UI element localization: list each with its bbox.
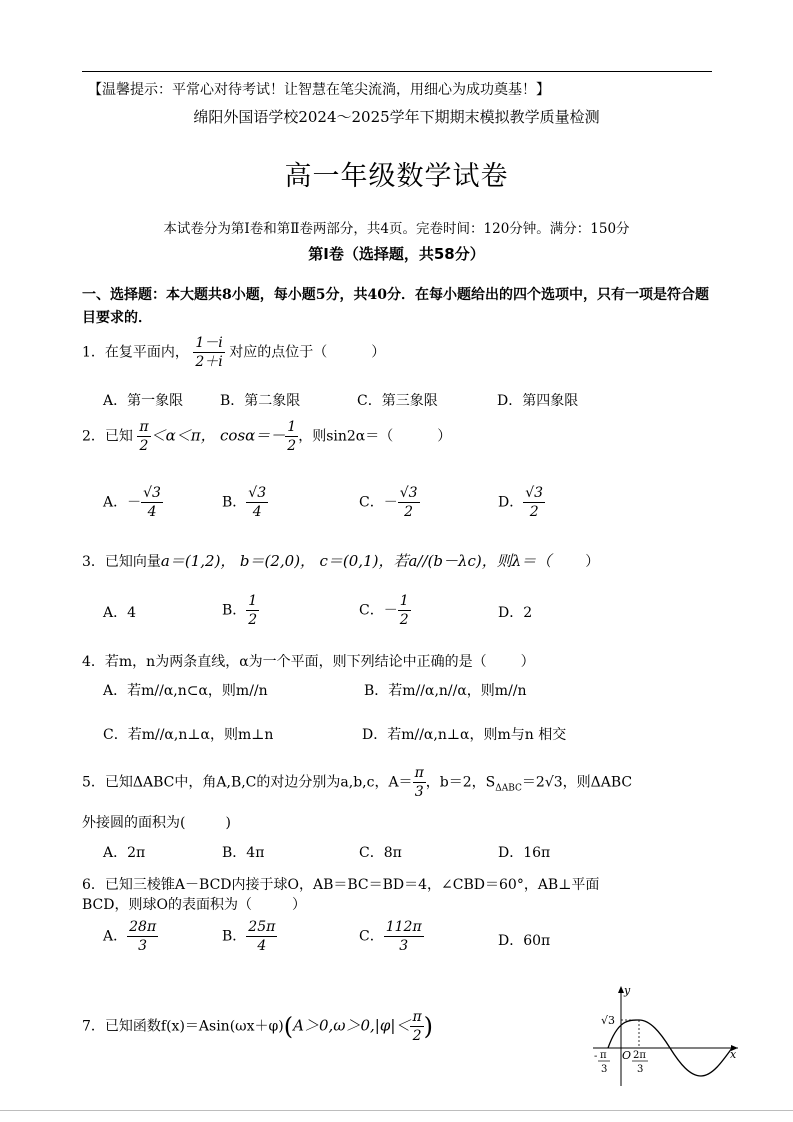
q3-b-num: 1	[248, 593, 258, 609]
q2-c-label: C．	[359, 494, 384, 511]
q6-close: ）	[291, 897, 306, 913]
q4-option-c: C．若m//α,n⊥α，则m⊥n	[103, 727, 274, 743]
q6-option-a	[103, 918, 158, 955]
q3-d-text: 2	[523, 605, 533, 621]
question-6: 6．已知三棱锥A－BCD内接于球O，AB＝BC＝BD＝4，∠CBD＝60°，AB⊥平面	[82, 877, 600, 893]
q3-close: ）	[585, 554, 600, 570]
q3-vector-c: c＝(0,1)，	[319, 552, 394, 570]
q6-d-label: D．	[498, 933, 524, 949]
q2-cond1-fraction	[137, 418, 150, 455]
q1-option-b: B．第二象限	[220, 393, 301, 409]
q2-b-label: B．	[222, 494, 247, 511]
q6-c-fraction	[384, 918, 424, 955]
part-heading: 第Ⅰ卷（选择题，共58分）	[308, 245, 485, 263]
q5-option-d: D．16π	[498, 845, 551, 861]
q6-a-label: A．	[103, 928, 128, 945]
q5-stem-a: 5．已知ΔABC中，角A,B,C的对边分别为a,b,c，A＝	[82, 774, 413, 791]
q2-cond2-fraction	[285, 418, 298, 455]
q3-stem: 3．已知向量	[82, 554, 161, 570]
q3-option-b	[222, 592, 259, 629]
q6-option-c	[359, 918, 424, 955]
y-tick-label: √3	[601, 1014, 616, 1027]
q3-c-sign: －	[383, 602, 398, 619]
q1-frac-num: 1－i	[195, 335, 223, 351]
q6-option-b	[222, 918, 277, 955]
q5-subscript: ΔABC	[495, 783, 522, 794]
question-1	[82, 334, 385, 371]
q2-cond1-num: π	[139, 419, 149, 435]
q4-option-a: A．若m//α,n⊂α，则m//n	[103, 683, 268, 699]
question-7	[82, 1008, 433, 1045]
q4-option-b: B．若m//α,n//α，则m//n	[364, 683, 527, 699]
q1-fraction	[193, 334, 224, 371]
q6-d-text: 60π	[523, 933, 551, 949]
q3-a-text: 4	[127, 605, 137, 621]
q5-frac-num: π	[414, 765, 424, 781]
q5-option-b: B．4π	[222, 845, 265, 861]
q6-option-d	[498, 930, 550, 950]
q6-a-num: 28π	[129, 919, 157, 935]
question-5	[82, 764, 632, 801]
q2-a-fraction	[141, 484, 163, 521]
q2-a-num: √3	[143, 485, 161, 501]
exam-info: 本试卷分为第Ⅰ卷和第Ⅱ卷两部分，共4页。完卷时间：120分钟。满分：150分	[163, 221, 630, 237]
q2-d-fraction	[523, 484, 545, 521]
school-line: 绵阳外国语学校2024～2025学年下期期末模拟教学质量检测	[193, 108, 600, 126]
q7-right-paren: )	[423, 1012, 434, 1041]
q5-frac-den: 3	[414, 784, 424, 800]
q3-option-c	[359, 592, 411, 629]
q7-frac-num: π	[412, 1009, 422, 1025]
x-tick-right-num: 2π	[633, 1050, 646, 1061]
q1-stem: 1．在复平面内，	[82, 344, 189, 361]
q2-a-label: A．	[103, 494, 128, 511]
q6-a-fraction	[127, 918, 158, 955]
q6-b-num: 25π	[248, 919, 276, 935]
q2-c-den: 2	[404, 504, 414, 520]
q2-c-sign: －	[383, 494, 398, 511]
q1-frac-den: 2＋i	[195, 354, 223, 370]
sine-graph	[588, 982, 748, 1090]
q4-stem: 4．若m，n为两条直线，α为一个平面，则下列结论中正确的是（	[82, 654, 487, 670]
q2-cond2: cosα＝－	[220, 426, 286, 445]
x-tick-left-den: 3	[601, 1064, 608, 1075]
question-3	[82, 550, 599, 571]
q3-b-label: B．	[222, 602, 247, 619]
q6-stem-line2: BCD，则球O的表面积为（	[82, 897, 252, 913]
q6-c-den: 3	[399, 938, 409, 954]
q2-cond2-den: 2	[287, 438, 297, 454]
q7-condition: A＞0,ω＞0,|φ|＜	[293, 1016, 411, 1035]
x-label: x	[730, 1048, 737, 1061]
y-label: y	[624, 984, 631, 997]
q2-b-fraction	[246, 484, 268, 521]
q2-b-den: 4	[252, 504, 262, 520]
x-tick-left-sign: -	[594, 1051, 598, 1062]
q2-d-num: √3	[525, 485, 544, 501]
x-tick-right-den: 3	[637, 1064, 644, 1075]
q3-option-d	[498, 602, 532, 622]
q3-d-label: D．	[498, 605, 524, 621]
q6-b-label: B．	[222, 928, 247, 945]
q1-option-a: A．第一象限	[103, 393, 184, 409]
q2-c-num: √3	[399, 485, 418, 501]
q6-b-den: 4	[257, 938, 267, 954]
q5-stem-line2: 外接圆的面积为(	[82, 815, 186, 831]
q1-close: ）	[371, 344, 386, 361]
bottom-rule	[0, 1110, 793, 1111]
q2-cond2-tail: ，则sin2α＝（	[298, 428, 394, 445]
q2-d-den: 2	[529, 504, 539, 520]
q3-option-a	[103, 602, 136, 622]
q3-c-den: 2	[399, 612, 409, 628]
q4-close: ）	[520, 654, 535, 670]
q1-tail: 对应的点位于（	[229, 344, 328, 361]
q2-cond2-num: 1	[287, 419, 297, 435]
q5-line2	[82, 812, 231, 832]
q5-close: )	[225, 815, 231, 831]
question-4	[82, 651, 535, 671]
q7-fraction	[410, 1008, 423, 1045]
q3-b-den: 2	[248, 612, 258, 628]
q2-a-den: 4	[147, 504, 157, 520]
q5-option-a: A．2π	[103, 845, 146, 861]
q3-condition: 若a//(b－λc)，则λ＝（	[393, 552, 552, 570]
q5-stem-b: ，b＝2，S	[425, 774, 496, 791]
q5-option-c: C．8π	[359, 845, 402, 861]
q2-option-b	[222, 484, 268, 521]
q3-vector-a: a＝(1,2)，	[160, 552, 236, 570]
q2-stem: 2．已知	[82, 428, 133, 445]
q1-option-d: D．第四象限	[497, 393, 579, 409]
q6-c-num: 112π	[385, 919, 422, 935]
q3-c-label: C．	[359, 602, 384, 619]
q6-line2	[82, 894, 306, 914]
q3-c-fraction	[398, 592, 411, 629]
q4-option-d: D．若m//α,n⊥α，则m与n 相交	[362, 727, 567, 743]
q2-option-c	[359, 484, 420, 521]
q5-stem-c: ＝2√3，则ΔABC	[521, 774, 633, 791]
header-tip: 【温馨提示：平常心对待考试！让智慧在笔尖流淌，用细心为成功奠基！】	[88, 82, 550, 98]
section-instruction: 一、选择题：本大题共8小题，每小题5分，共40分．在每小题给出的四个选项中，只有一项是符合题目要求的．	[82, 287, 709, 326]
q5-fraction	[413, 764, 426, 801]
q6-a-den: 3	[138, 938, 148, 954]
top-rule	[82, 71, 712, 72]
q2-d-label: D．	[498, 494, 524, 511]
q6-b-fraction	[246, 918, 277, 955]
q2-cond1-tail: ＜α＜π，	[150, 426, 216, 445]
q7-stem: 7．已知函数f(x)＝Asin(ωx＋φ)	[82, 1018, 284, 1035]
q3-a-label: A．	[103, 605, 128, 621]
question-2	[82, 418, 451, 455]
q2-option-d	[498, 484, 545, 521]
q7-left-paren: (	[283, 1012, 294, 1041]
q3-b-fraction	[246, 592, 259, 629]
q2-c-fraction	[398, 484, 420, 521]
q2-a-sign: －	[127, 494, 142, 511]
q2-close: ）	[437, 428, 452, 445]
origin-label: O	[622, 1049, 632, 1062]
x-tick-left-num: π	[600, 1050, 607, 1061]
q2-b-num: √3	[248, 485, 267, 501]
q3-vector-b: b＝(2,0)，	[239, 552, 316, 570]
q3-c-num: 1	[399, 593, 409, 609]
q6-c-label: C．	[359, 928, 384, 945]
q2-option-a	[103, 484, 163, 521]
page-title: 高一年级数学试卷	[284, 161, 509, 192]
q1-option-c: C．第三象限	[357, 393, 438, 409]
q2-cond1-den: 2	[139, 438, 149, 454]
q7-frac-den: 2	[412, 1028, 422, 1044]
